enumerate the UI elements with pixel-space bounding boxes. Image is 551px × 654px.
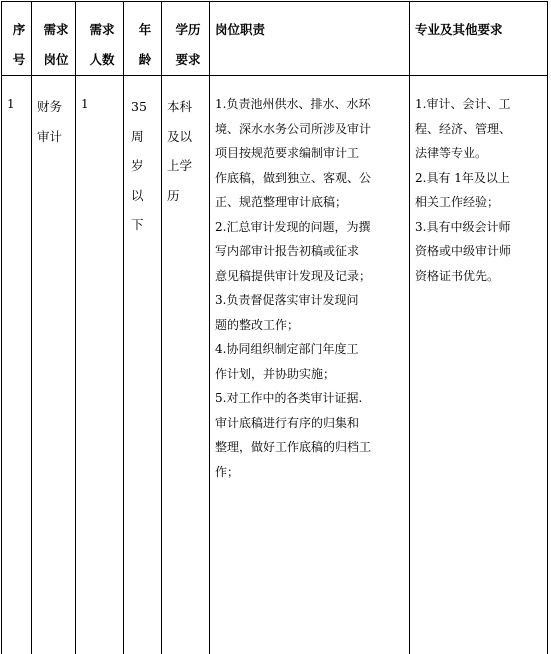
duty-line: 5.对工作中的各类审计证据.	[215, 391, 363, 405]
duty-line: 项目按规范要求编制审计工	[215, 146, 360, 160]
requirement-line: 3.具有中级会计师	[415, 219, 511, 234]
duty-line: 作；	[215, 464, 240, 479]
header-duty: 岗位职责	[210, 2, 410, 76]
duty-line: 1.负责池州供水、排水、水环	[215, 97, 371, 111]
requirement-line: 法律等专业。	[415, 146, 488, 160]
cell-seq: 1	[2, 76, 32, 654]
requirement-line: 1.审计、会计、工	[415, 97, 511, 111]
duty-line: 3.负责督促落实审计发现问	[215, 293, 359, 307]
cell-post: 财务 审计	[32, 76, 76, 654]
cell-age: 35 周 岁 以 下	[124, 76, 162, 654]
duty-line: 整理，做好工作底稿的归档工	[215, 440, 372, 454]
job-requirements-table	[1, 1, 548, 654]
cell-education: 本科 及以 上学 历	[162, 76, 210, 654]
duty-line: 作底稿，做到独立、客观、公	[215, 170, 372, 185]
requirement-line: 程、经济、管理、	[415, 121, 512, 136]
requirement-line: 资格或中级审计师	[415, 244, 512, 258]
duty-line: 境、深水水务公司所涉及审计	[215, 121, 372, 136]
requirement-line: 资格证书优先。	[415, 268, 500, 283]
header-row	[2, 2, 548, 76]
duty-line: 意见稿提供审计发现及记录；	[215, 268, 372, 283]
duty-line: 写内部审计报告初稿或征求	[215, 244, 360, 258]
cell-duty	[210, 76, 410, 654]
header-count: 需求 人数	[76, 2, 124, 76]
duty-line: 作计划，并协助实施；	[215, 366, 336, 381]
duty-line: 题的整改工作；	[215, 317, 300, 332]
header-post: 需求 岗位	[32, 2, 76, 76]
duty-list	[210, 76, 409, 484]
cell-requirements	[410, 76, 548, 654]
cell-count: 1	[76, 76, 124, 654]
table-row	[2, 76, 548, 654]
duty-line: 2.汇总审计发现的问题，为撰	[215, 219, 371, 234]
header-age: 年 龄	[124, 2, 162, 76]
requirement-line: 相关工作经验；	[415, 195, 500, 209]
header-requirements: 专业及其他要求	[410, 2, 548, 76]
requirement-line: 2.具有 1年及以上	[415, 170, 510, 185]
duty-line: 审计底稿进行有序的归集和	[215, 415, 360, 430]
requirements-list	[410, 76, 547, 288]
header-education: 学历 要求	[162, 2, 210, 76]
header-seq: 序 号	[2, 2, 32, 76]
duty-line: 正、规范整理审计底稿；	[215, 195, 348, 209]
duty-line: 4.协同组织制定部门年度工	[215, 342, 359, 356]
